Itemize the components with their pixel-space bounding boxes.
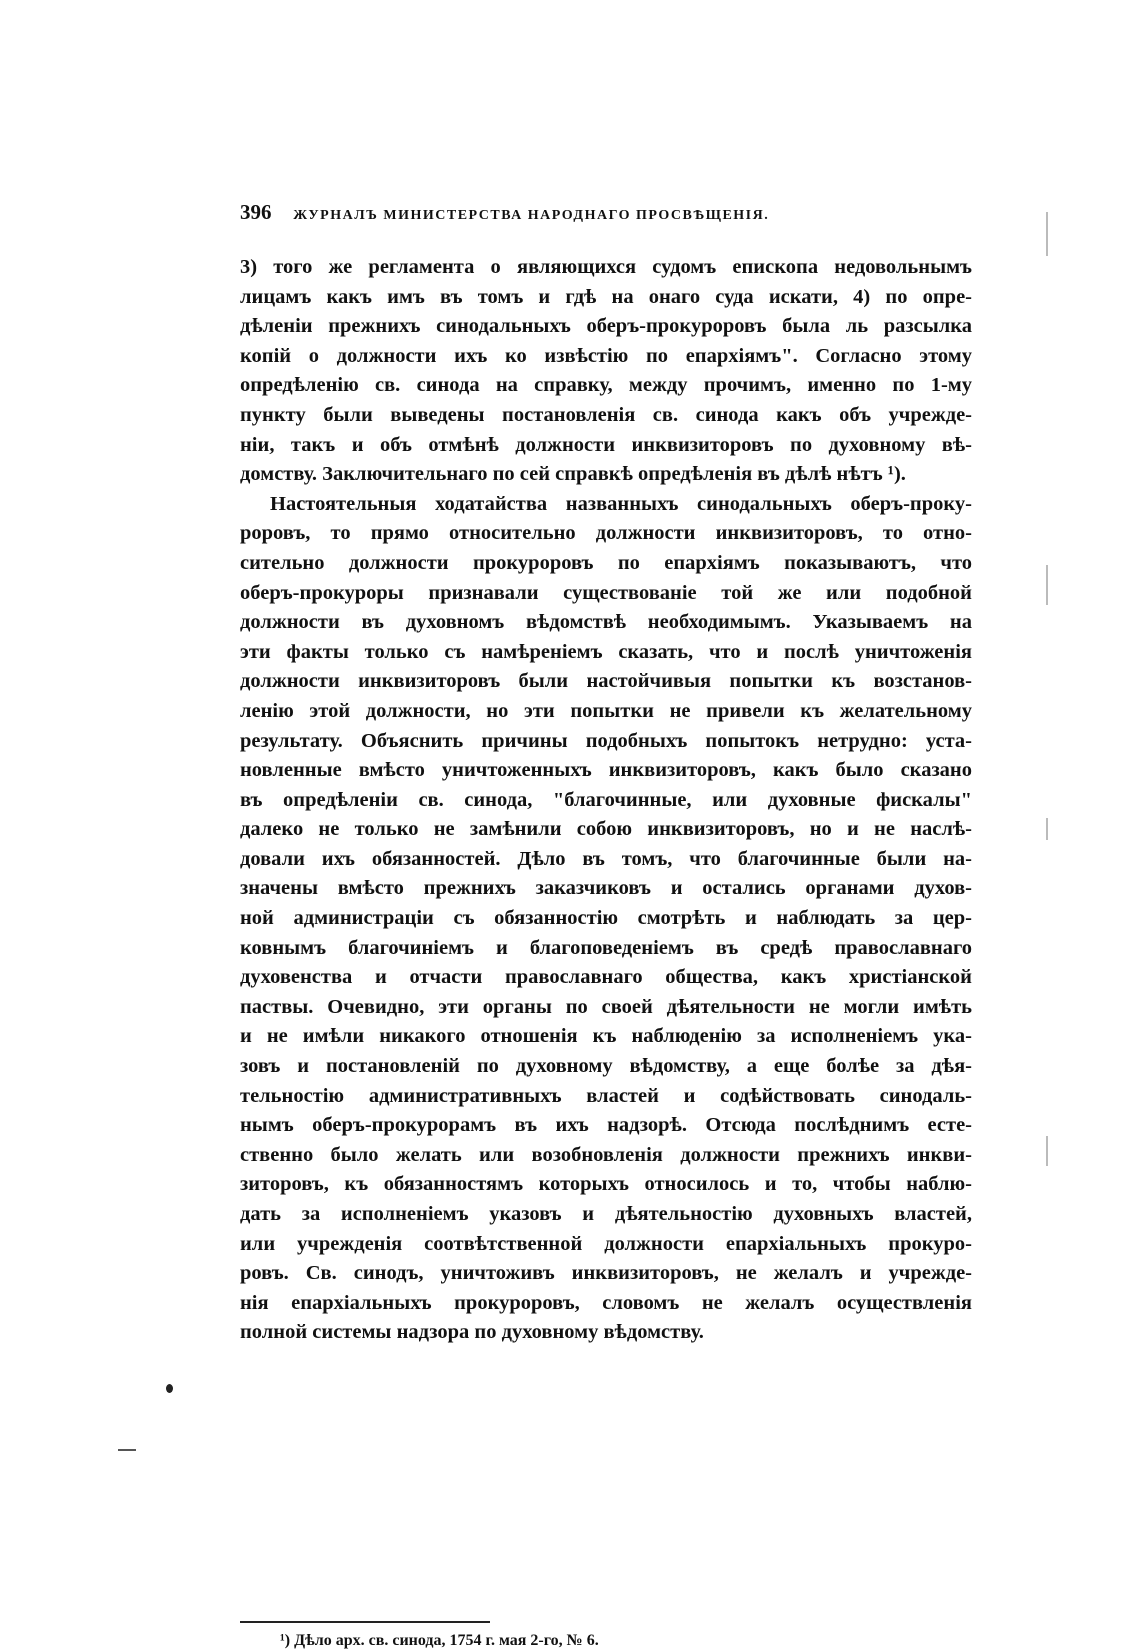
text-line: ленію этой должности, но эти попытки не привели къ желательному bbox=[240, 699, 972, 722]
text-line: эти факты только съ намѣреніемъ сказать, что и послѣ уничтоженія bbox=[240, 640, 972, 663]
margin-mark bbox=[1046, 565, 1048, 605]
text-line: довали ихъ обязанностей. Дѣло въ томъ, что благочинные были на- bbox=[240, 847, 972, 870]
text-line: полной системы надзора по духовному вѣдомству. bbox=[240, 1321, 704, 1344]
text-line: лицамъ какъ имъ въ томъ и гдѣ на онаго суда искати, 4) по опре- bbox=[240, 285, 972, 308]
text-line: въ опредѣленіи св. синода, "благочинные, или духовные фискалы" bbox=[240, 788, 972, 811]
margin-mark bbox=[1046, 212, 1048, 256]
page-number: 396 bbox=[240, 200, 272, 224]
text-line: значены вмѣсто прежнихъ заказчиковъ и остались органами духов- bbox=[240, 877, 972, 900]
text-line: далеко не только не замѣнили собою инквизиторовъ, но и не наслѣ- bbox=[240, 818, 972, 841]
margin-mark bbox=[1046, 1136, 1048, 1166]
text-line: зовъ и постановленій по духовному вѣдомству, а еще болѣе за дѣя- bbox=[240, 1055, 972, 1078]
scan-speck bbox=[166, 1384, 173, 1393]
text-line: или учрежденія соотвѣтственной должности епархіальныхъ прокуро- bbox=[240, 1232, 972, 1255]
text-line: оберъ-прокуроры признавали существованіе той же или подобной bbox=[240, 581, 972, 604]
footnote: ¹) Дѣло арх. св. синода, 1754 г. мая 2-го, № 6. bbox=[280, 1632, 599, 1649]
scan-dash bbox=[118, 1449, 136, 1451]
text-line: и не имѣли никакого отношенія къ наблюденію за исполненіемъ ука- bbox=[240, 1025, 972, 1048]
text-line: ственно было желать или возобновленія должности прежнихъ инкви- bbox=[240, 1143, 972, 1166]
text-line: должности въ духовномъ вѣдомствѣ необходимымъ. Указываемъ на bbox=[240, 611, 972, 634]
margin-mark bbox=[1046, 818, 1048, 840]
text-line: ніи, такъ и объ отмѣнѣ должности инквизиторовъ по духовному вѣ- bbox=[240, 433, 972, 456]
text-line: домству. Заключительнаго по сей справкѣ опредѣленія въ дѣлѣ нѣтъ ¹). bbox=[240, 463, 906, 486]
text-line: тельностію административныхъ властей и содѣйствовать синодаль- bbox=[240, 1084, 972, 1107]
text-line: паствы. Очевидно, эти органы по своей дѣятельности не могли имѣть bbox=[240, 995, 972, 1018]
text-line: нія епархіальныхъ прокуроровъ, словомъ не желалъ осуществленія bbox=[240, 1291, 972, 1314]
text-line: дѣленіи прежнихъ синодальныхъ оберъ-прокуроровъ была ль разсылка bbox=[240, 315, 972, 338]
page-header bbox=[240, 200, 905, 225]
text-line: дать за исполненіемъ указовъ и дѣятельностію духовныхъ властей, bbox=[240, 1203, 972, 1225]
footnote-rule bbox=[240, 1621, 490, 1623]
text-line: нымъ оберъ-прокурорамъ въ ихъ надзорѣ. Отсюда послѣднимъ есте- bbox=[240, 1114, 972, 1137]
text-line: пункту были выведены постановленія св. синода какъ объ учрежде- bbox=[240, 403, 972, 426]
text-line: должности инквизиторовъ были настойчивыя попытки къ возстанов- bbox=[240, 670, 972, 693]
text-line: ковнымъ благочиніемъ и благоповеденіемъ въ средѣ православнаго bbox=[240, 936, 972, 959]
text-line: роровъ, то прямо относительно должности инквизиторовъ, то отно- bbox=[240, 522, 972, 545]
text-line: Настоятельныя ходатайства названныхъ синодальныхъ оберъ-проку- bbox=[270, 492, 972, 515]
text-line: копій о должности ихъ ко извѣстію по епархіямъ". Согласно этому bbox=[240, 344, 972, 367]
text-line: духовенства и отчасти православнаго общества, какъ христіанской bbox=[240, 966, 972, 989]
text-line: результату. Объяснить причины подобныхъ попытокъ нетрудно: уста- bbox=[240, 729, 972, 752]
text-line: ной администраціи съ обязанностію смотрѣть и наблюдать за цер- bbox=[240, 907, 972, 930]
running-title: ЖУРНАЛЪ МИНИСТЕРСТВА НАРОДНАГО ПРОСВѢЩЕНІЯ. bbox=[293, 208, 770, 223]
text-line: 3) того же регламента о являющихся судомъ епископа недовольнымъ bbox=[240, 256, 972, 278]
body-text bbox=[240, 253, 972, 1348]
text-line: зиторовъ, къ обязанностямъ которыхъ относилось и то, чтобы наблю- bbox=[240, 1173, 972, 1196]
text-line: сительно должности прокуроровъ по епархіямъ показываютъ, что bbox=[240, 551, 972, 574]
text-line: новленные вмѣсто уничтоженныхъ инквизиторовъ, какъ было сказано bbox=[240, 759, 972, 782]
text-line: опредѣленію св. синода на справку, между прочимъ, именно по 1-му bbox=[240, 374, 972, 397]
text-line: ровъ. Св. синодъ, уничтоживъ инквизиторовъ, не желалъ и учрежде- bbox=[240, 1262, 972, 1285]
